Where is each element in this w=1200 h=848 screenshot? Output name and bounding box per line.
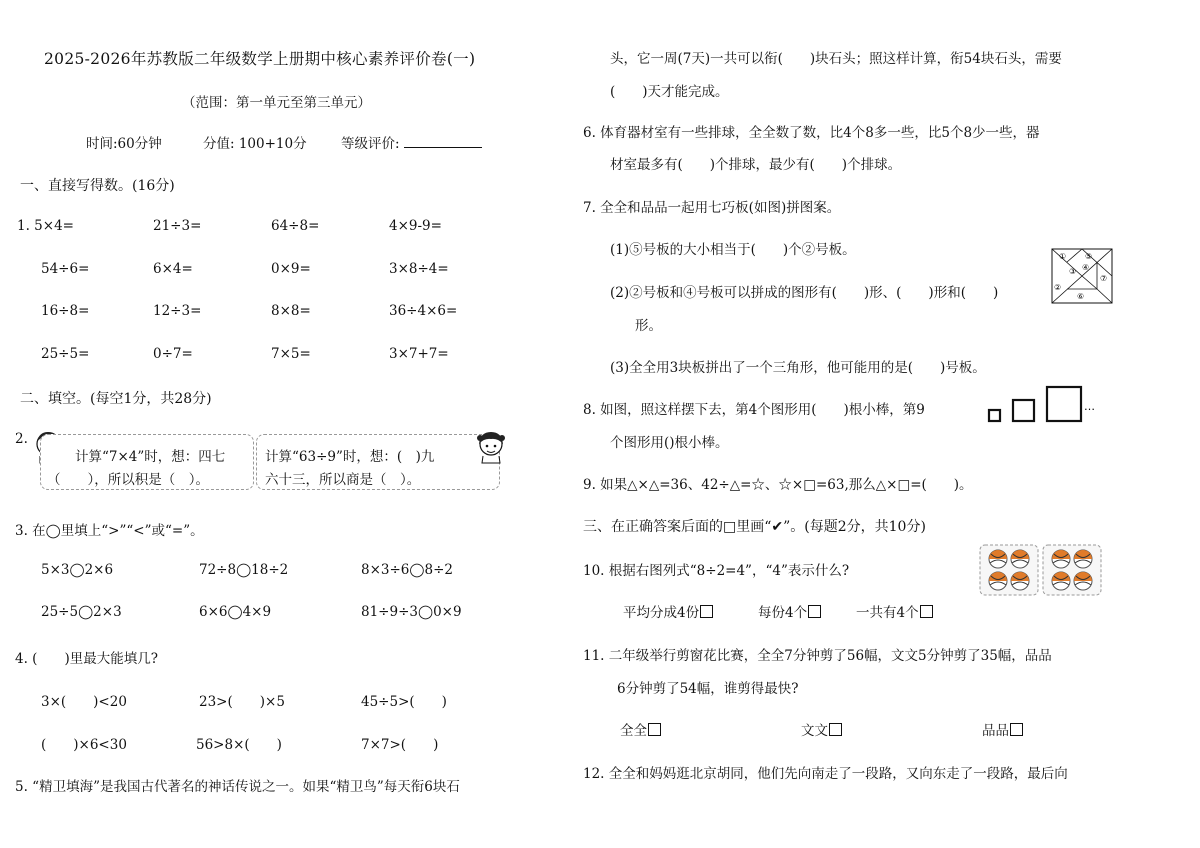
q5-line3: ( )天才能完成。 [610,84,729,100]
max-fill-item: 23>( )×5 [199,694,285,710]
max-fill-item: 7×7>( ) [361,737,439,753]
calc-item: 3×8÷4= [389,261,449,277]
answer-checkbox[interactable] [829,723,842,736]
q10-stem: 10. 根据右图列式“8÷2=4”，“4”表示什么? [583,563,850,579]
tangram-label: ② [1054,283,1062,292]
section1-heading: 一、直接写得数。(16分) [20,178,175,194]
calc-item: 3×7+7= [389,346,449,362]
tangram-label: ④ [1082,263,1090,272]
tangram-label: ① [1059,252,1067,261]
q2-number: 2. [15,431,28,447]
q3-stem: 3. 在◯里填上“>”“<”或“=”。 [15,523,204,539]
compare-item: 81÷9÷3◯0×9 [361,604,462,620]
ball-icon [1011,550,1029,568]
answer-checkbox[interactable] [648,723,661,736]
answer-checkbox[interactable] [700,605,713,618]
tangram-figure [1051,248,1113,304]
ball-icon [989,550,1007,568]
q8-line1: 8. 如图，照这样摆下去，第4个图形用( )根小棒，第9 [583,402,925,418]
answer-checkbox[interactable] [1010,723,1023,736]
option-label: 文文 [801,723,828,739]
page-title: 2025-2026年苏教版二年级数学上册期中核心素养评价卷(一) [44,50,476,68]
grade-field[interactable] [341,132,482,152]
calc-item: 8×8= [271,303,311,319]
compare-item: 5×3◯2×6 [41,562,114,578]
calc-item: 25÷5= [41,346,90,362]
scope-subtitle: （范围：第一单元至第三单元） [182,95,371,111]
section2-heading: 二、填空。(每空1分，共28分) [20,391,212,407]
q6-line1: 6. 体育器材室有一些排球，全全数了数，比4个8多一些，比5个8少一些，器 [583,125,1040,141]
tangram-label: ⑦ [1100,274,1108,283]
q7-part1: (1)⑤号板的大小相当于( )个②号板。 [610,242,856,258]
q10-option-2[interactable] [758,601,821,621]
q11-option-1[interactable] [620,719,661,739]
calc-item: 0×9= [271,261,311,277]
q7-part2b: 形。 [635,318,662,334]
calc-item: 21÷3= [153,218,202,234]
q11-option-3[interactable] [982,719,1023,739]
section3-heading: 三、在正确答案后面的□里画“✔”。(每题2分，共10分) [583,519,926,535]
q10-option-3[interactable] [856,601,933,621]
bubble-left-line2: （ ），所以积是（ ）。 [47,472,209,488]
ball-icon [1074,550,1092,568]
bubble-left-line1: 计算“7×4”时，想：四七 [75,449,226,465]
bubble-right-line2: 六十三，所以商是（ ）。 [265,472,421,488]
option-label: 品品 [982,723,1009,739]
exam-score: 分值: 100+10分 [203,136,307,152]
speech-bubble-right [256,434,500,490]
q4-stem: 4. ( )里最大能填几? [15,651,158,667]
max-fill-item: ( )×6<30 [41,737,127,753]
q7-part2a: (2)②号板和④号板可以拼成的图形有( )形、( )形和( ) [610,285,999,301]
calc-item: 6×4= [153,261,193,277]
answer-checkbox[interactable] [808,605,821,618]
calc-item: 1. 5×4= [17,218,74,234]
ball-icon [1074,572,1092,590]
ball-icon [1052,572,1070,590]
calc-item: 0÷7= [153,346,193,362]
q7-part3: (3)全全用3块板拼出了一个三角形，他可能用的是( )号板。 [610,360,986,376]
q11-line1: 11. 二年级举行剪窗花比赛，全全7分钟剪了56幅，文文5分钟剪了35幅，品品 [583,648,1052,664]
balls-figure [978,543,1104,597]
q12-line1: 12. 全全和妈妈逛北京胡同，他们先向南走了一段路，又向东走了一段路，最后向 [583,766,1068,782]
grade-blank-line[interactable] [404,135,482,148]
max-fill-item: 3×( )<20 [41,694,127,710]
tangram-label: ⑥ [1077,292,1085,301]
compare-item: 6×6◯4×9 [199,604,272,620]
option-label: 平均分成4份 [623,605,700,621]
calc-item: 16÷8= [41,303,90,319]
ball-icon [1052,550,1070,568]
tangram-label: ③ [1069,267,1077,276]
compare-item: 25÷5◯2×3 [41,604,122,620]
max-fill-item: 45÷5>( ) [361,694,447,710]
q9-line: 9. 如果△×△=36、42÷△=☆、☆×□=63,那么△×□=( )。 [583,477,973,493]
q6-line2: 材室最多有( )个排球，最少有( )个排球。 [610,157,902,173]
grade-label: 等级评价: [341,136,400,152]
speech-bubble-left [40,434,254,490]
compare-item: 8×3÷6◯8÷2 [361,562,453,578]
q5-line2: 头，它一周(7天)一共可以衔( )块石头；照这样计算，衔54块石头，需要 [610,51,1062,67]
q5-line1: 5. “精卫填海”是我国古代著名的神话传说之一。如果“精卫鸟”每天衔6块石 [15,779,460,795]
option-label: 全全 [620,723,647,739]
bubble-right-line1: 计算“63÷9”时，想：( )九 [265,449,435,465]
option-label: 一共有4个 [856,605,919,621]
calc-item: 4×9-9= [389,218,442,234]
q10-option-1[interactable] [623,601,713,621]
tangram-label: ⑤ [1085,252,1093,261]
q8-line2: 个图形用()根小棒。 [610,435,729,451]
calc-item: 7×5= [271,346,311,362]
calc-item: 64÷8= [271,218,320,234]
q7-stem: 7. 全全和品品一起用七巧板(如图)拼图案。 [583,200,841,216]
sequence-ellipsis: … [1084,400,1095,413]
answer-checkbox[interactable] [920,605,933,618]
girl-avatar-icon [476,430,506,464]
exam-time: 时间:60分钟 [86,136,162,152]
q11-option-2[interactable] [801,719,842,739]
stick-squares-figure [986,384,1096,426]
ball-icon [989,572,1007,590]
q11-line2: 6分钟剪了54幅，谁剪得最快? [617,681,799,697]
compare-item: 72÷8◯18÷2 [199,562,289,578]
calc-item: 54÷6= [41,261,90,277]
calc-item: 36÷4×6= [389,303,458,319]
calc-item: 12÷3= [153,303,202,319]
option-label: 每份4个 [758,605,808,621]
ball-icon [1011,572,1029,590]
max-fill-item: 56>8×( ) [196,737,282,753]
